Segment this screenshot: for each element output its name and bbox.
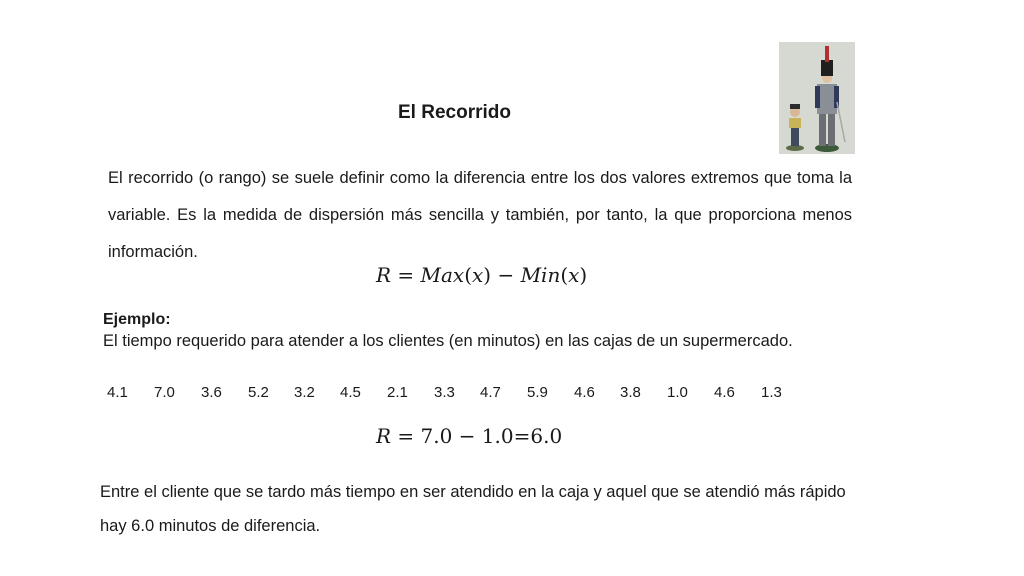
conclusion-paragraph: Entre el cliente que se tardo más tiempo en ser atendido en la caja y aquel que se atendió más rápido hay 6.0 minutos de diferencia. xyxy=(100,483,846,535)
definition-paragraph: El recorrido (o rango) se suele definir como la diferencia entre los dos valores extremos que toma la variable. Es la medida de dispersión más sencilla y también, por tanto, la que proporciona menos información. xyxy=(108,169,852,261)
data-value: 3.2 xyxy=(294,384,315,401)
result-formula: 𝑅 = 7.0 − 1.0=6.0 xyxy=(376,424,563,448)
data-value: 4.6 xyxy=(574,384,595,401)
data-value: 3.6 xyxy=(201,384,222,401)
data-value: 4.6 xyxy=(714,384,735,401)
data-value: 4.7 xyxy=(480,384,501,401)
data-value: 4.5 xyxy=(340,384,361,401)
soldier-figurines-icon xyxy=(779,42,855,154)
slide-title: El Recorrido xyxy=(398,102,511,123)
data-value: 7.0 xyxy=(154,384,175,401)
data-value: 4.1 xyxy=(107,384,128,401)
data-value: 1.3 xyxy=(761,384,782,401)
data-value: 5.9 xyxy=(527,384,548,401)
data-value: 3.3 xyxy=(434,384,455,401)
data-value: 3.8 xyxy=(620,384,641,401)
data-value: 5.2 xyxy=(248,384,269,401)
data-value: 1.0 xyxy=(667,384,688,401)
data-value: 2.1 xyxy=(387,384,408,401)
soldier-figurines-photo xyxy=(779,42,855,154)
example-text: El tiempo requerido para atender a los clientes (en minutos) en las cajas de un supermercado. xyxy=(103,332,793,350)
range-formula: 𝑅 = 𝑀𝑎𝑥(𝑥) − 𝑀𝑖𝑛(𝑥) xyxy=(376,263,588,287)
example-label: Ejemplo: xyxy=(103,311,171,328)
